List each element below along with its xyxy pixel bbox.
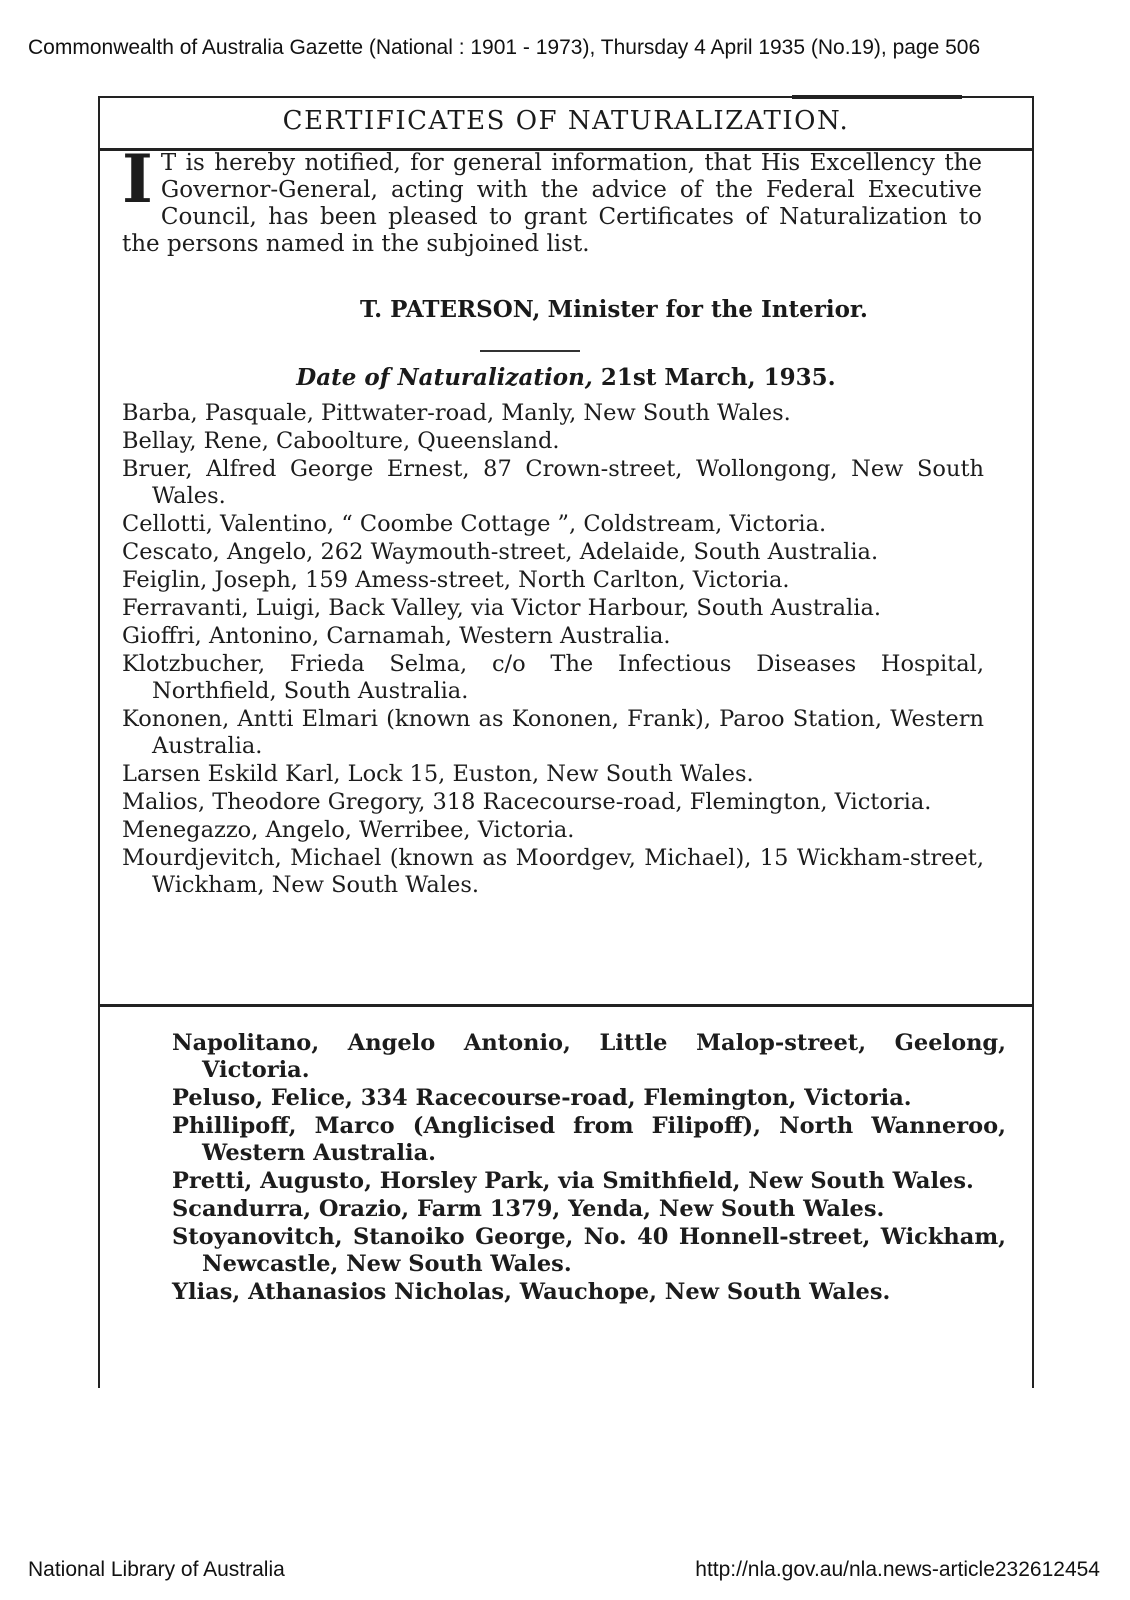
list-item: Kononen, Antti Elmari (known as Kononen, Frank), Paroo Station, Western Australia. bbox=[122, 706, 984, 759]
list-item: Scandurra, Orazio, Farm 1379, Yenda, New South Wales. bbox=[172, 1196, 885, 1222]
notice-title: CERTIFICATES OF NATURALIZATION. bbox=[282, 106, 850, 136]
signature-name: T. PATERSON, bbox=[360, 296, 541, 323]
list-item: Bruer, Alfred George Ernest, 87 Crown-street, Wollongong, New South Wales. bbox=[122, 456, 984, 509]
list-item: Menegazzo, Angelo, Werribee, Victoria. bbox=[122, 817, 575, 843]
list-item: Cescato, Angelo, 262 Waymouth-street, Adelaide, South Australia. bbox=[122, 539, 879, 565]
naturalization-date bbox=[100, 364, 1032, 391]
intro-text: T is hereby notified, for general information, that His Excellency the Governor-General, acting with the advice of the Federal Executive Council, has been pleased to grant Certificates of Naturalization to the persons named in the subjoined list. bbox=[122, 150, 982, 257]
list-item: Gioffri, Antonino, Carnamah, Western Australia. bbox=[122, 623, 671, 649]
list-item: Napolitano, Angelo Antonio, Little Malop-street, Geelong, Victoria. bbox=[172, 1030, 1006, 1083]
list-item: Bellay, Rene, Caboolture, Queensland. bbox=[122, 428, 560, 454]
section-divider bbox=[100, 1004, 1032, 1007]
list-item: Cellotti, Valentino, “ Coombe Cottage ”, Coldstream, Victoria. bbox=[122, 511, 827, 537]
newspaper-clipping bbox=[98, 96, 1034, 1388]
footer-url: http://nla.gov.au/nla.news-article232612454 bbox=[695, 1558, 1100, 1581]
list-item: Ferravanti, Luigi, Back Valley, via Victor Harbour, South Australia. bbox=[122, 595, 882, 621]
signature-line bbox=[360, 296, 868, 323]
intro-dropcap: I bbox=[122, 140, 153, 218]
list-item: Klotzbucher, Frieda Selma, c/o The Infectious Diseases Hospital, Northfield, South Australia. bbox=[122, 651, 984, 704]
intro-paragraph bbox=[122, 140, 982, 258]
naturalization-list-part1 bbox=[122, 400, 984, 900]
date-value: 21st March, 1935. bbox=[600, 364, 836, 391]
list-item: Larsen Eskild Karl, Lock 15, Euston, New South Wales. bbox=[122, 761, 754, 787]
naturalization-list-part2 bbox=[172, 1030, 1006, 1307]
list-item: Ylias, Athanasios Nicholas, Wauchope, New South Wales. bbox=[172, 1279, 891, 1305]
list-item: Phillipoff, Marco (Anglicised from Filipoff), North Wanneroo, Western Australia. bbox=[172, 1113, 1006, 1166]
list-item: Malios, Theodore Gregory, 318 Racecourse-road, Flemington, Victoria. bbox=[122, 789, 932, 815]
list-item: Feiglin, Joseph, 159 Amess-street, North Carlton, Victoria. bbox=[122, 567, 790, 593]
footer-library: National Library of Australia bbox=[28, 1558, 285, 1581]
top-rule-accent bbox=[792, 95, 962, 99]
date-label: Date of Naturalization, bbox=[296, 364, 593, 391]
source-citation: Commonwealth of Australia Gazette (National : 1901 - 1973), Thursday 4 April 1935 (No.19), page 506 bbox=[28, 36, 981, 59]
list-item: Stoyanovitch, Stanoiko George, No. 40 Honnell-street, Wickham, Newcastle, New South Wales. bbox=[172, 1224, 1006, 1277]
list-item: Peluso, Felice, 334 Racecourse-road, Flemington, Victoria. bbox=[172, 1085, 912, 1111]
list-item: Barba, Pasquale, Pittwater-road, Manly, New South Wales. bbox=[122, 400, 791, 426]
list-item: Pretti, Augusto, Horsley Park, via Smithfield, New South Wales. bbox=[172, 1168, 974, 1194]
list-item: Mourdjevitch, Michael (known as Moordgev, Michael), 15 Wickham-street, Wickham, New South Wales. bbox=[122, 845, 984, 898]
signature-title: Minister for the Interior. bbox=[547, 296, 868, 323]
short-divider bbox=[480, 350, 580, 352]
